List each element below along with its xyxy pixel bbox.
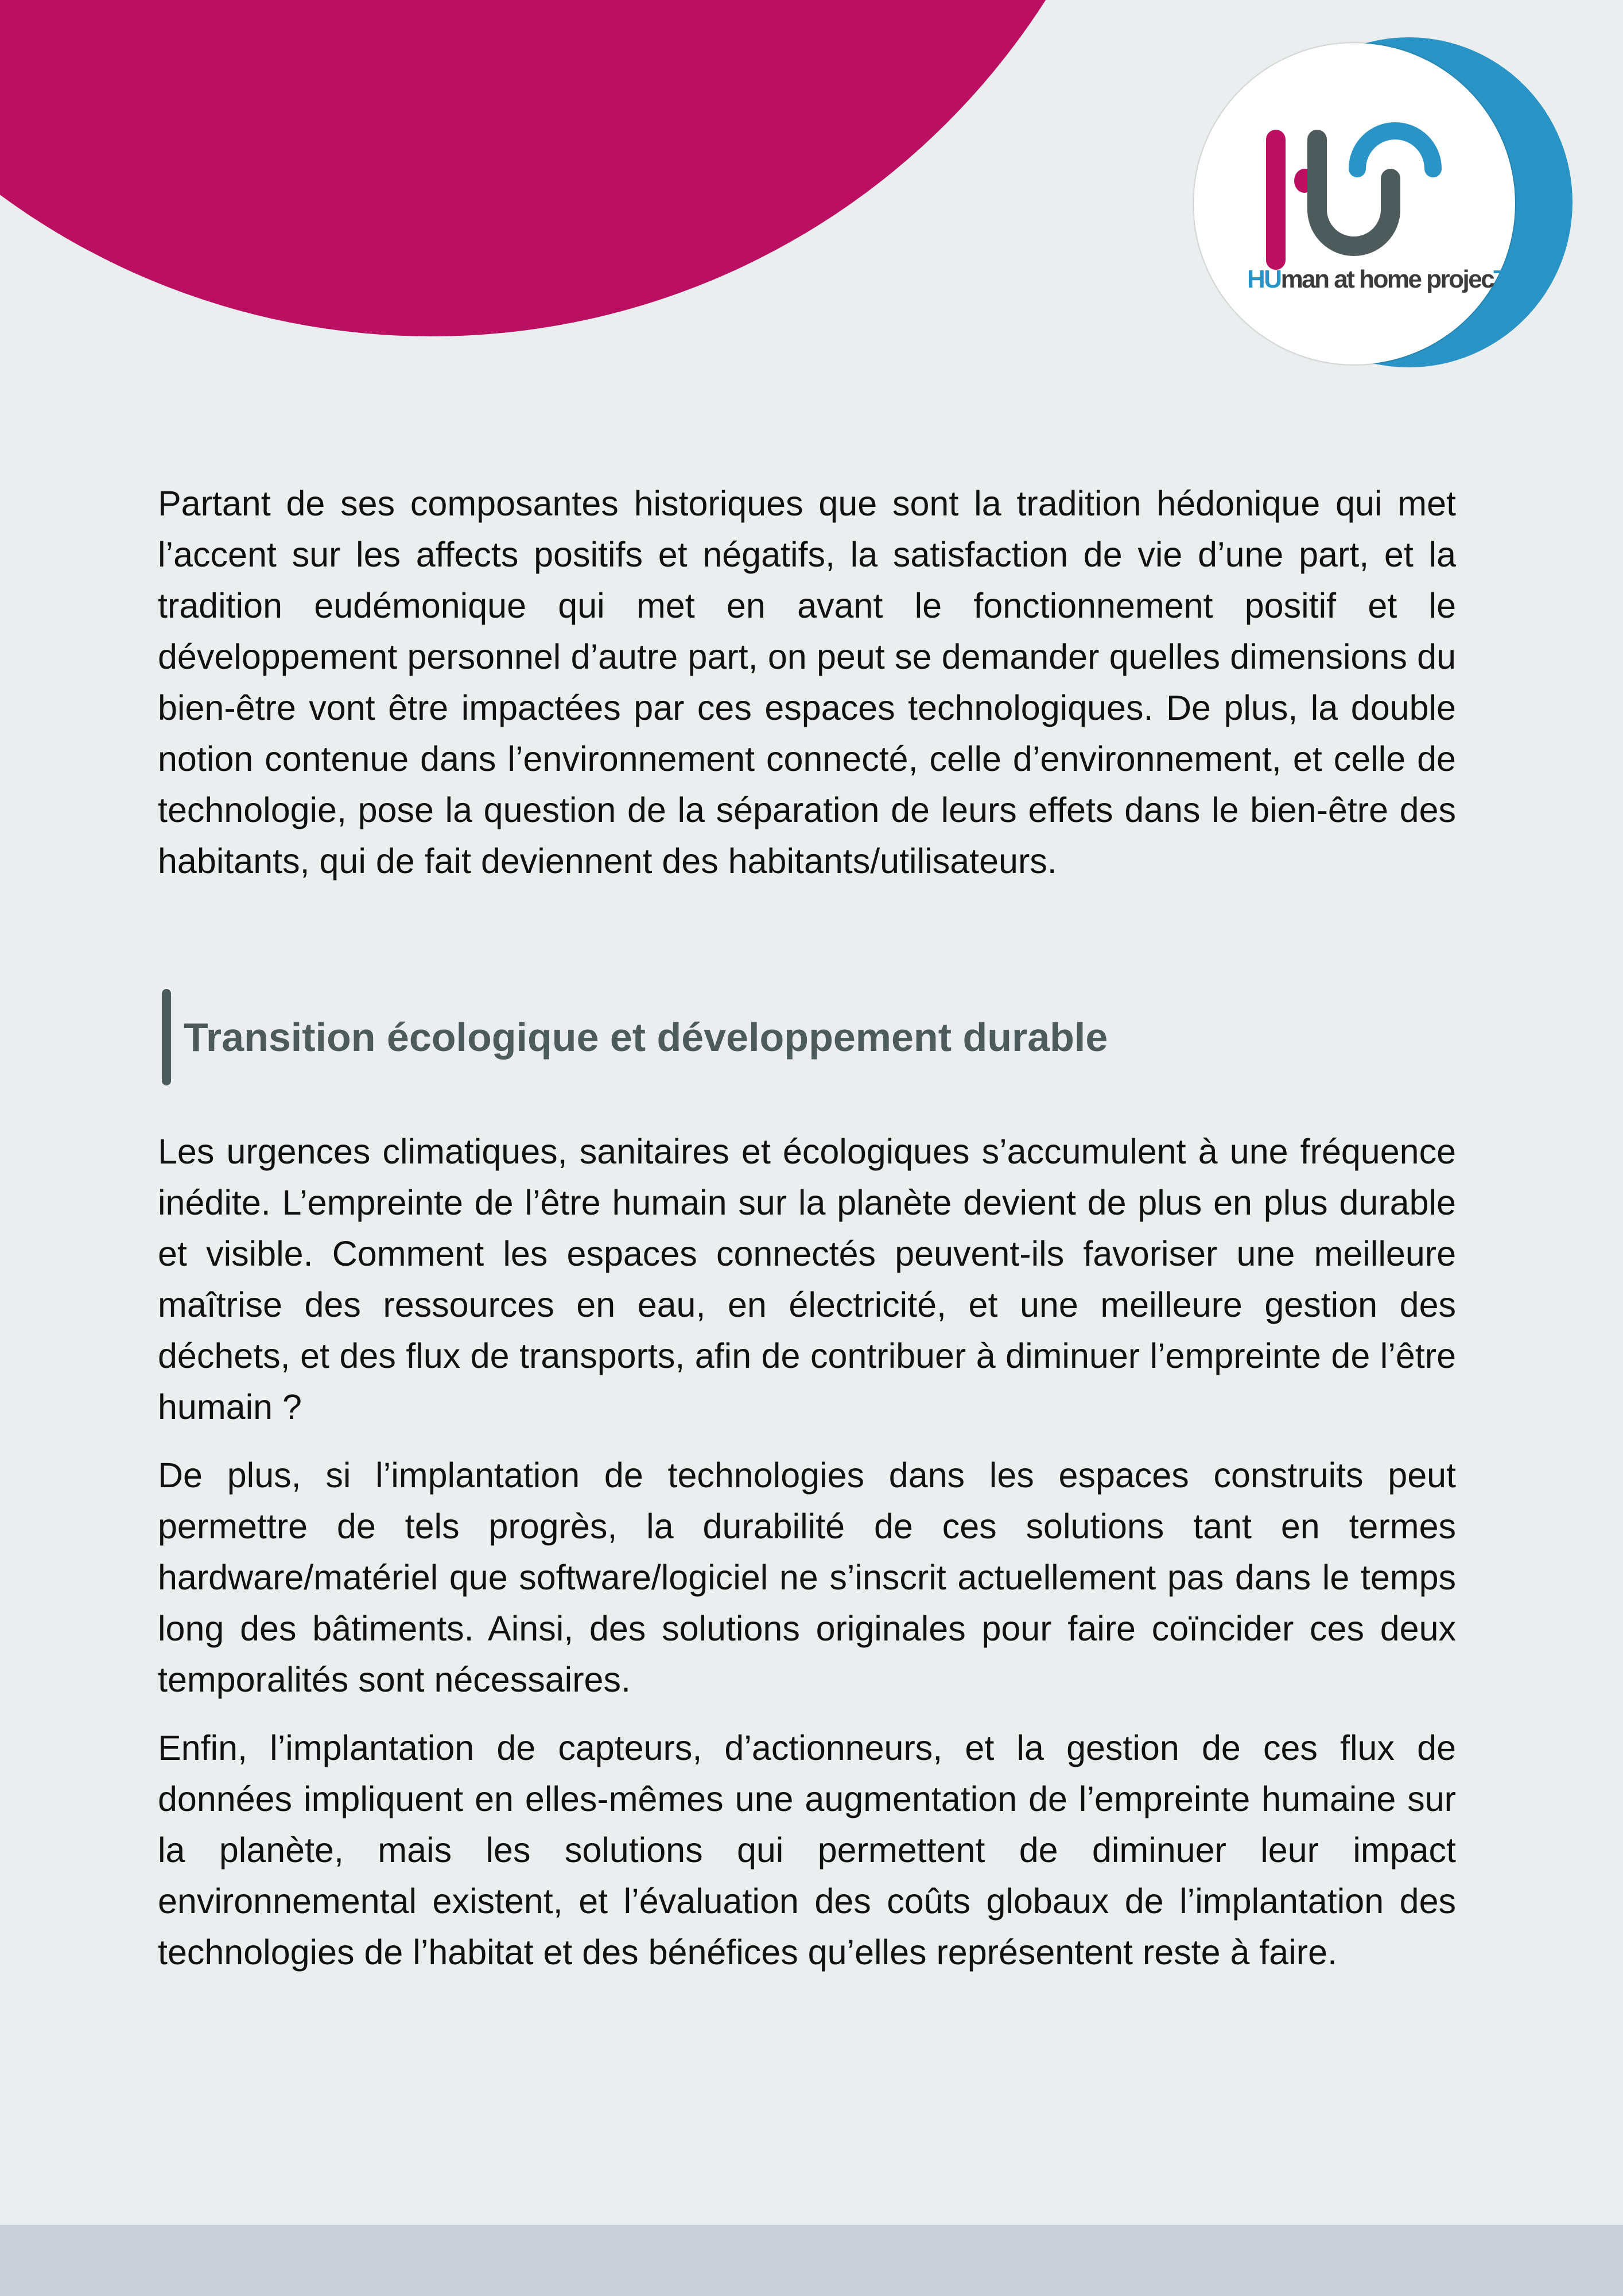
section-heading (162, 989, 1456, 1085)
section-body (158, 1126, 1456, 1978)
intro-paragraph: Partant de ses composantes historiques que sont la tradition hédonique qui met l’accent sur les affects positifs et négatifs, la satisfaction de vie d’une part, et la tradition eudémonique qui met en avant le fonctionnement positif et le développement personnel d’autre part, on peut se demander quelles dimensions du bien-être vont être impactées par ces espaces technologiques. De plus, la double notion contenue dans l’environnement connecté, celle d’environnement, et celle de technologie, pose la question de la séparation de leurs effets dans le bien-être des habitants, qui de fait deviennent des habitants/utilisateurs. (158, 484, 1456, 881)
footer-band (0, 2225, 1623, 2296)
intro-text (158, 478, 1456, 887)
section-title: Transition écologique et développement durable (184, 1015, 1108, 1060)
human-at-home-project-logo (1191, 37, 1575, 370)
decorative-magenta-circle (0, 0, 1050, 339)
logo-wordmark-t: T (1493, 265, 1508, 293)
logo-wordmark-hu: HU (1247, 265, 1281, 293)
section-paragraph: Enfin, l’implantation de capteurs, d’actionneurs, et la gestion de ces flux de données impliquent en elles-mêmes une augmentation de l’empreinte humaine sur la planète, mais les solutions qui permettent de diminuer leur impact environnemental existent, et l’évaluation des coûts globaux de l’implantation des technologies de l’habitat et des bénéfices qu’elles représentent reste à faire. (158, 1728, 1456, 1972)
logo-wordmark-main: man at home projec (1280, 265, 1494, 293)
section-paragraph: De plus, si l’implantation de technologies dans les espaces construits peut permettre de tels progrès, la durabilité de ces solutions tant en termes hardware/matériel que software/logiciel ne s’inscrit actuellement pas dans le temps long des bâtiments. Ainsi, des solutions originales pour faire coïncider ces deux temporalités sont nécessaires. (158, 1456, 1456, 1699)
heading-accent-bar (162, 989, 171, 1085)
logo-wordmark (1247, 265, 1508, 294)
section-paragraph: Les urgences climatiques, sanitaires et écologiques s’accumulent à une fréquence inédite. L’empreinte de l’être humain sur la planète devient de plus en plus durable et visible. Comment les espaces connectés peuvent-ils favoriser une meilleure maîtrise des ressources en eau, en électricité, et une meilleure gestion des déchets, et des flux de transports, afin de contribuer à diminuer l’empreinte de l’être humain ? (158, 1132, 1456, 1426)
logo-hu-mark (1191, 37, 1575, 370)
